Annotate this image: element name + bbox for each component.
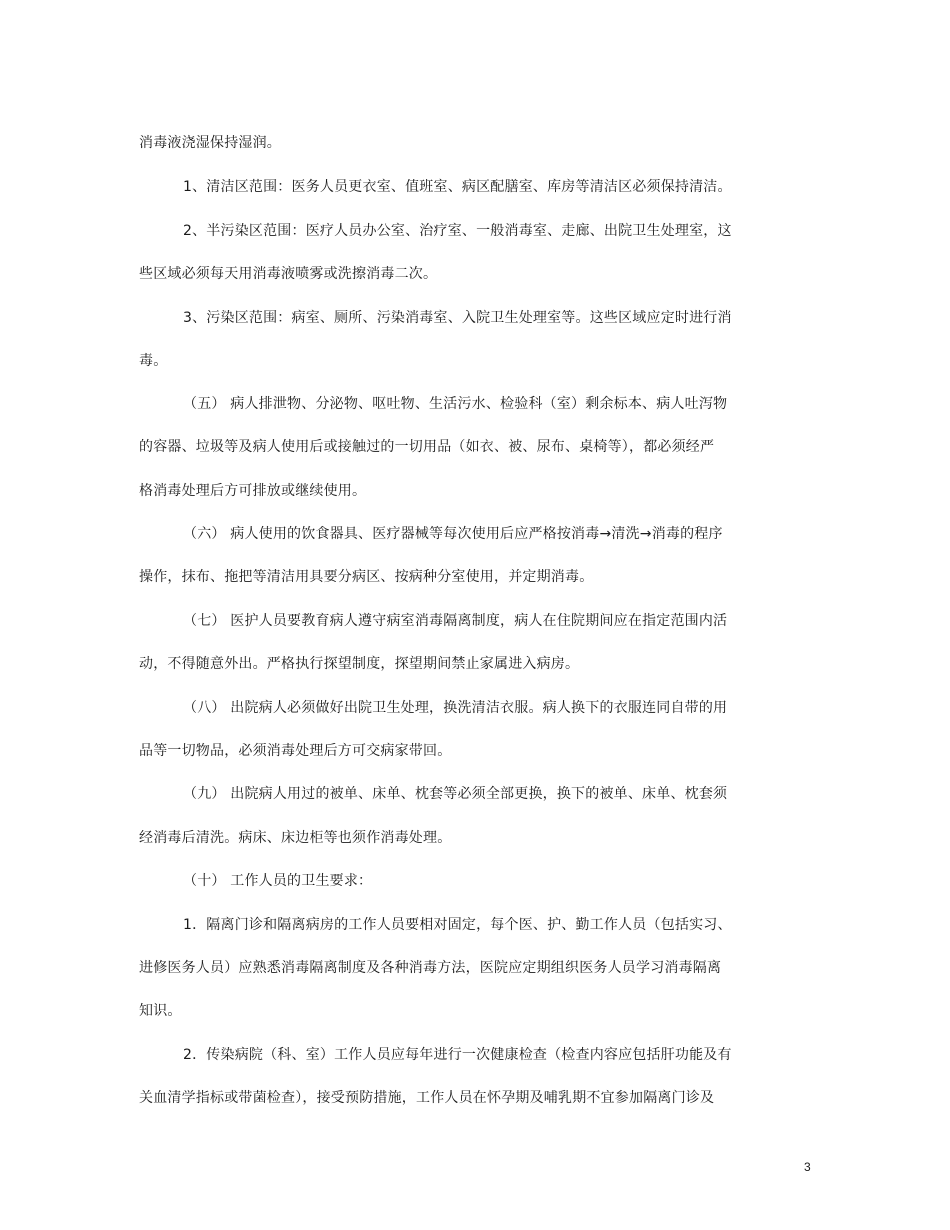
text-line: 关血清学指标或带菌检查），接受预防措施，工作人员在怀孕期及哺乳期不宜参加隔离门诊及 [139, 1090, 715, 1106]
text-line: 动，不得随意外出。严格执行探望制度，探望期间禁止家属进入病房。 [139, 656, 580, 672]
text-line: 1．隔离门诊和隔离病房的工作人员要相对固定，每个医、护、勤工作人员（包括实习、 [183, 917, 732, 933]
text-line: 3、污染区范围：病室、厕所、污染消毒室、入院卫生处理室等。这些区域应定时进行消 [183, 310, 732, 326]
text-line: 消毒液浇湿保持湿润。 [139, 135, 281, 151]
text-line: （七） 医护人员要教育病人遵守病室消毒隔离制度，病人在住院期间应在指定范围内活 [183, 613, 728, 629]
text-line: （十） 工作人员的卫生要求： [183, 873, 373, 889]
page-number: 3 [804, 1160, 811, 1174]
text-line: 些区域必须每天用消毒液喷雾或洗擦消毒二次。 [139, 266, 438, 282]
text-line: 知识。 [139, 1003, 182, 1019]
text-line: 操作，抹布、拖把等清洁用具要分病区、按病种分室使用，并定期消毒。 [139, 569, 594, 585]
text-line: 2、半污染区范围：医疗人员办公室、治疗室、一般消毒室、走廊、出院卫生处理室，这 [183, 223, 732, 239]
text-line: （九） 出院病人用过的被单、床单、枕套等必须全部更换，换下的被单、床单、枕套须 [183, 786, 728, 802]
text-line: 品等一切物品，必须消毒处理后方可交病家带回。 [139, 743, 452, 759]
text-line: 格消毒处理后方可排放或继续使用。 [139, 483, 367, 499]
text-line: （六） 病人使用的饮食器具、医疗器械等每次使用后应严格按消毒→清洗→消毒的程序 [183, 526, 723, 542]
text-line: （八） 出院病人必须做好出院卫生处理，换洗清洁衣服。病人换下的衣服连同自带的用 [183, 700, 728, 716]
text-line: 2．传染病院（科、室）工作人员应每年进行一次健康检查（检查内容应包括肝功能及有 [183, 1047, 732, 1063]
text-line: 进修医务人员）应熟悉消毒隔离制度及各种消毒方法，医院应定期组织医务人员学习消毒隔离 [139, 960, 722, 976]
text-line: 经消毒后清洗。病床、床边柜等也须作消毒处理。 [139, 830, 452, 846]
text-line: 1、清洁区范围：医务人员更衣室、值班室、病区配膳室、库房等清洁区必须保持清洁。 [183, 179, 732, 195]
text-line: （五） 病人排泄物、分泌物、呕吐物、生活污水、检验科（室）剩余标本、病人吐泻物 [183, 396, 728, 412]
text-line: 的容器、垃圾等及病人使用后或接触过的一切用品（如衣、被、尿布、桌椅等），都必须经严 [139, 439, 715, 455]
text-line: 毒。 [139, 353, 168, 369]
